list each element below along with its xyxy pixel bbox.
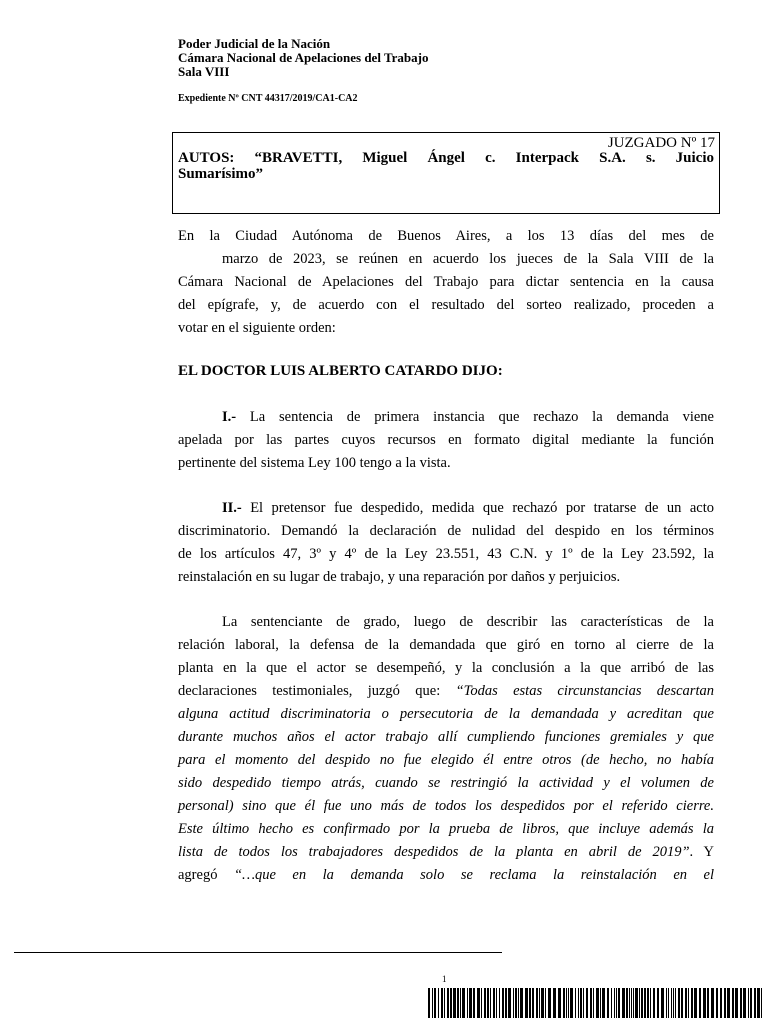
quote-line: Este último hecho es confirmado por la prueba de libros, que incluye además la	[178, 821, 714, 837]
intro-line: Cámara Nacional de Apelaciones del Trabajo para dictar sentencia en la causa	[178, 274, 714, 290]
quote-line: para el momento del despido no fue elegido él entre otros (de hecho, no había	[178, 752, 714, 768]
quote: lista de todos los trabajadores despedidos de la planta en abril de 2019”	[178, 844, 690, 860]
section-title: EL DOCTOR LUIS ALBERTO CATARDO DIJO:	[178, 363, 503, 379]
quote-line: alguna actitud discriminatoria o persecutoria de la demandada y acreditan que	[178, 706, 714, 722]
court-name: Poder Judicial de la Nación	[178, 36, 331, 51]
juzgado-label: JUZGADO Nº 17	[607, 135, 715, 151]
quote-line: personal) sino que él fue uno más de todos los despedidos por el referido cierre.	[178, 798, 714, 814]
quote: “Todas estas circunstancias descartan	[455, 683, 714, 699]
intro-line: votar en el siguiente orden:	[178, 320, 336, 336]
section-number: II.-	[222, 500, 242, 516]
paragraph-line: II.- El pretensor fue despedido, medida que rechazó por tratarse de un acto	[222, 500, 714, 516]
intro-line: del epígrafe, y, de acuerdo con el resultado del sorteo realizado, proceden a	[178, 297, 714, 313]
footnote-separator	[14, 952, 502, 953]
paragraph-line: relación laboral, la defensa de la demandada que giró en torno al cierre de la	[178, 637, 714, 653]
paragraph-line: apelada por las partes cuyos recursos en formato digital mediante la función	[178, 432, 714, 448]
page-number: 1	[442, 974, 447, 984]
court-header	[178, 37, 429, 79]
quote-line: sido despedido tiempo atrás, cuando se restringió la actividad y el volumen de	[178, 775, 714, 791]
autos-line-2: Sumarísimo”	[178, 166, 264, 182]
paragraph-line: de los artículos 47, 3º y 4º de la Ley 23.551, 43 C.N. y 1º de la Ley 23.592, la	[178, 546, 714, 562]
barcode	[428, 988, 764, 1018]
paragraph-line: pertinente del sistema Ley 100 tengo a la vista.	[178, 455, 451, 471]
quote-line: durante muchos años el actor trabajo allí cumpliendo funciones gremiales y que	[178, 729, 714, 745]
paragraph-line: reinstalación en su lugar de trabajo, y una reparación por daños y perjuicios.	[178, 569, 621, 585]
case-number: Expediente Nº CNT 44317/2019/CA1-CA2	[178, 93, 358, 104]
paragraph-line: agregó “…que en la demanda solo se reclama la reinstalación en el	[178, 867, 715, 883]
sala-name: Sala VIII	[178, 64, 230, 79]
intro-line: En la Ciudad Autónoma de Buenos Aires, a los 13 días del mes de	[178, 228, 714, 244]
intro-line: marzo de 2023, se reúnen en acuerdo los jueces de la Sala VIII de la	[222, 251, 714, 267]
paragraph-line: lista de todos los trabajadores despedidos de la planta en abril de 2019”. Y	[178, 844, 715, 860]
autos-line-1: AUTOS: “BRAVETTI, Miguel Ángel c. Interpack S.A. s. Juicio	[178, 150, 714, 166]
section-number: I.-	[222, 409, 237, 425]
paragraph-line: I.- La sentencia de primera instancia que rechazo la demanda viene	[222, 409, 714, 425]
paragraph-line: planta en la que el actor se desempeñó, y la conclusión a la que arribó de las	[178, 660, 714, 676]
chamber-name: Cámara Nacional de Apelaciones del Trabajo	[178, 50, 429, 65]
case-box	[172, 132, 720, 214]
paragraph-line: discriminatorio. Demandó la declaración de nulidad del despido en los términos	[178, 523, 714, 539]
paragraph-line: La sentenciante de grado, luego de describir las características de la	[222, 614, 714, 630]
quote: “…que en la demanda solo se reclama la reinstalación en el	[234, 867, 715, 883]
paragraph-line: declaraciones testimoniales, juzgó que: “Todas estas circunstancias descartan	[178, 683, 714, 699]
